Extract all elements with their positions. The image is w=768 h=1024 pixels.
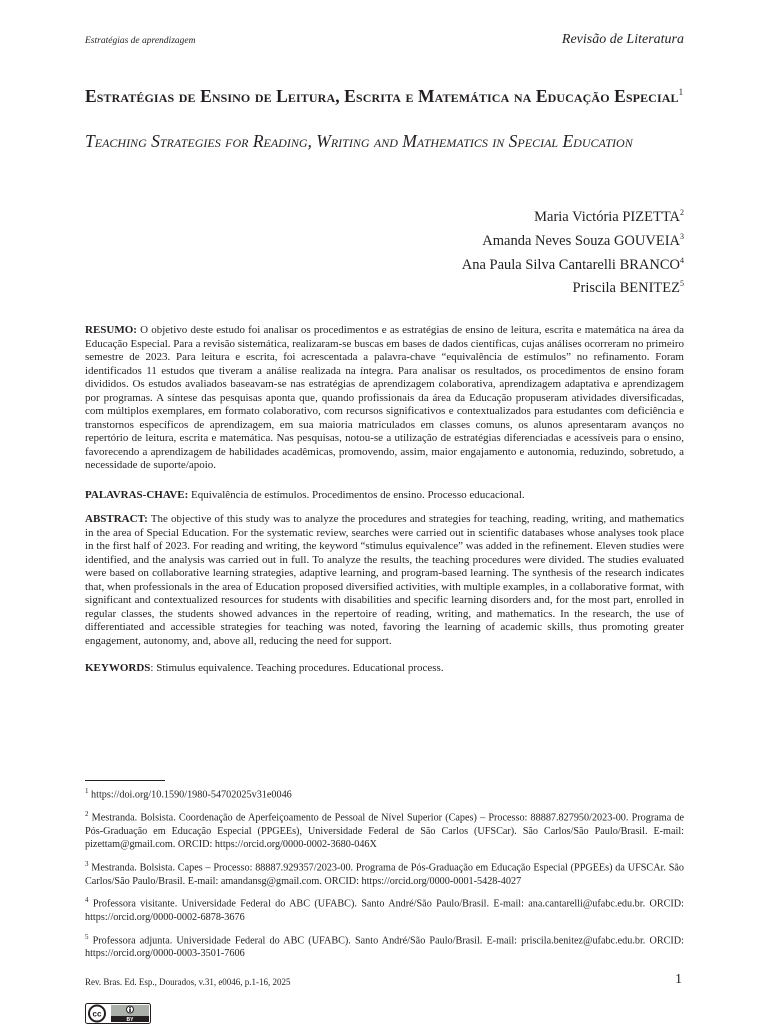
creative-commons-by-badge[interactable] <box>85 1003 151 1024</box>
page-number: 1 <box>675 972 682 987</box>
abstract-label: ABSTRACT: <box>85 513 148 525</box>
abstract-text: The objective of this study was to analyze the procedures and strategies for teaching, reading, writing, and mathematics in the area of Special Education. For the systematic review, searches were carried out in scientific databases whose analyses took place in the first half of 2023. For reading and writing, the keyword “stimulus equivalence” was added in the refinement. Eleven studies were identified, and the analysis was carried out in full. To analyze the results, the teaching procedures were divided. The studies evaluated were based on collaborative learning strategies, adaptive learning, and program-based learning. The synthesis of the research indicates that, when professionals in the area of Education proposed diversified activities, with multiple examples, in a collaborative format, with significant and contextualized resources for students with disabilities and specific learning disorders and, for the most part, enrolled in regular classes, the students showed advances in the repertoire of reading, writing, and mathematics. In the research, the use of differentiated and accessible strategies for teaching was noted, favoring the learning of academic skills, thus promoting greater engagement, autonomy, and, above all, reducing the need for support. <box>85 513 684 647</box>
author-footnote-ref[interactable]: 5 <box>680 279 684 289</box>
author <box>462 227 684 251</box>
footnote-text: Mestranda. Bolsista. Capes – Processo: 88887.929357/2023-00. Programa de Pós-Graduação em Educação Especial (PPGEEs) da UFSCAr. São Carlos/São Paulo/Brasil. E-mail: amandansg@gmail.com. ORCID: https://orcid.org/0000-0001-5428-4027 <box>85 862 684 887</box>
resumo-text: O objetivo deste estudo foi analisar os procedimentos e as estratégias de ensino de leitura, escrita e matemática na área da Educação Especial. Para a revisão sistemática, realizaram-se buscas em bases de dados científicas, cujas análises ocorreram no primeiro semestre de 2023. Para leitura e escrita, foi acrescentada a palavra-chave “equivalência de estímulos” no refinamento. Foram identificados 11 estudos que tiveram a análise realizada na íntegra. Para analisar os resultados, os procedimentos de ensino foram divididos. Os estudos avaliados baseavam-se nas estratégias de aprendizagem colaborativa, aprendizagem adaptativa e aprendizagem por programas. A síntese das pesquisas aponta que, quando profissionais da área da Educação propuseram atividades diversificadas, com múltiplos exemplares, em formato colaborativo, com recursos significativos e contextualizados para estudantes com deficiência e transtornos específicos de aprendizagem, em sua maioria matriculados em classes comuns, os alunos apresentaram avanços no repertório de leitura, escrita e matemática. Nas pesquisas, notou-se a utilização de estratégias diferenciadas e acessíveis para o ensino, favorecendo a aprendizagem de habilidades acadêmicas, promovendo, assim, maior engajamento e autonomia, reduzindo, sobretudo, a necessidade de suporte/apoio. <box>85 324 684 471</box>
palavras-chave-text: Equivalência de estímulos. Procedimentos de ensino. Processo educacional. <box>188 489 525 501</box>
resumo-label: RESUMO: <box>85 324 137 336</box>
footnotes <box>85 785 684 967</box>
journal-citation: Rev. Bras. Ed. Esp., Dourados, v.31, e0046, p.1-16, 2025 <box>85 977 291 987</box>
keywords-paragraph <box>85 662 684 676</box>
title-footnote-ref[interactable]: 1 <box>678 87 684 97</box>
footnote <box>85 808 684 852</box>
article-title-english: Teaching Strategies for Reading, Writing and Mathematics in Special Education <box>85 131 633 151</box>
footnote <box>85 931 684 961</box>
footnote-text[interactable]: https://doi.org/10.1590/1980-54702025v31e0046 <box>88 789 292 801</box>
author <box>462 274 684 298</box>
footnote-number: 4 <box>85 896 89 905</box>
footnote-number: 2 <box>85 809 89 818</box>
author-list <box>462 203 684 298</box>
running-header-right: Revisão de Literatura <box>561 32 684 47</box>
author-name: Priscila BENITEZ <box>572 280 680 297</box>
footnote-text: Mestranda. Bolsista. Coordenação de Aperfeiçoamento de Pessoal de Nível Superior (Capes) – Processo: 88887.827950/2023-00. Programa de Pós-Graduação em Educação Especial (PPGEEs), Universidade Federal de São Carlos (UFSCar). São Carlos/São Paulo/Brasil. E-mail: pizettam@gmail.com. ORCID: https://orcid.org/0000-0002-3680-046X <box>85 812 684 851</box>
footnote <box>85 785 684 802</box>
author-name: Ana Paula Silva Cantarelli BRANCO <box>461 256 680 273</box>
footnote <box>85 858 684 888</box>
author <box>462 203 684 227</box>
palavras-chave-label: PALAVRAS-CHAVE: <box>85 489 189 501</box>
author-footnote-ref[interactable]: 2 <box>680 208 684 217</box>
author <box>462 251 684 275</box>
author-footnote-ref[interactable]: 3 <box>680 231 684 241</box>
footnote-number: 1 <box>85 787 89 795</box>
footnote-number: 5 <box>85 932 89 941</box>
running-header-left: Estratégias de aprendizagem <box>85 36 196 46</box>
abstract-paragraph <box>85 513 684 648</box>
cc-logo-text: cc <box>92 1009 102 1019</box>
footnote-number: 3 <box>85 859 89 868</box>
article-title-portuguese <box>85 80 685 108</box>
footnote-text: Professora visitante. Universidade Federal do ABC (UFABC). Santo André/São Paulo/Brasil. E-mail: ana.cantarelli@ufabc.edu.br. ORCID: https://orcid.org/0000-0002-6878-3676 <box>85 898 684 924</box>
keywords-text: : Stimulus equivalence. Teaching procedures. Educational process. <box>150 662 444 674</box>
title-pt-text: Estratégias de Ensino de Leitura, Escrita e Matemática na Educação Especial <box>85 85 679 106</box>
author-footnote-ref[interactable]: 4 <box>680 255 684 265</box>
author-name: Amanda Neves Souza GOUVEIA <box>482 232 680 249</box>
palavras-chave-paragraph <box>85 489 684 503</box>
footnote <box>85 894 684 924</box>
cc-by-text: BY <box>126 1017 134 1024</box>
keywords-label: KEYWORDS <box>85 662 151 674</box>
resumo-paragraph <box>85 324 684 473</box>
footnote-separator <box>85 780 165 781</box>
author-name: Maria Victória PIZETTA <box>534 208 680 225</box>
footnote-text: Professora adjunta. Universidade Federal do ABC (UFABC). Santo André/São Paulo/Brasil. E-mail: priscila.benitez@ufabc.edu.br. ORCID: https://orcid.org/0000-0003-3501-7606 <box>85 934 684 960</box>
